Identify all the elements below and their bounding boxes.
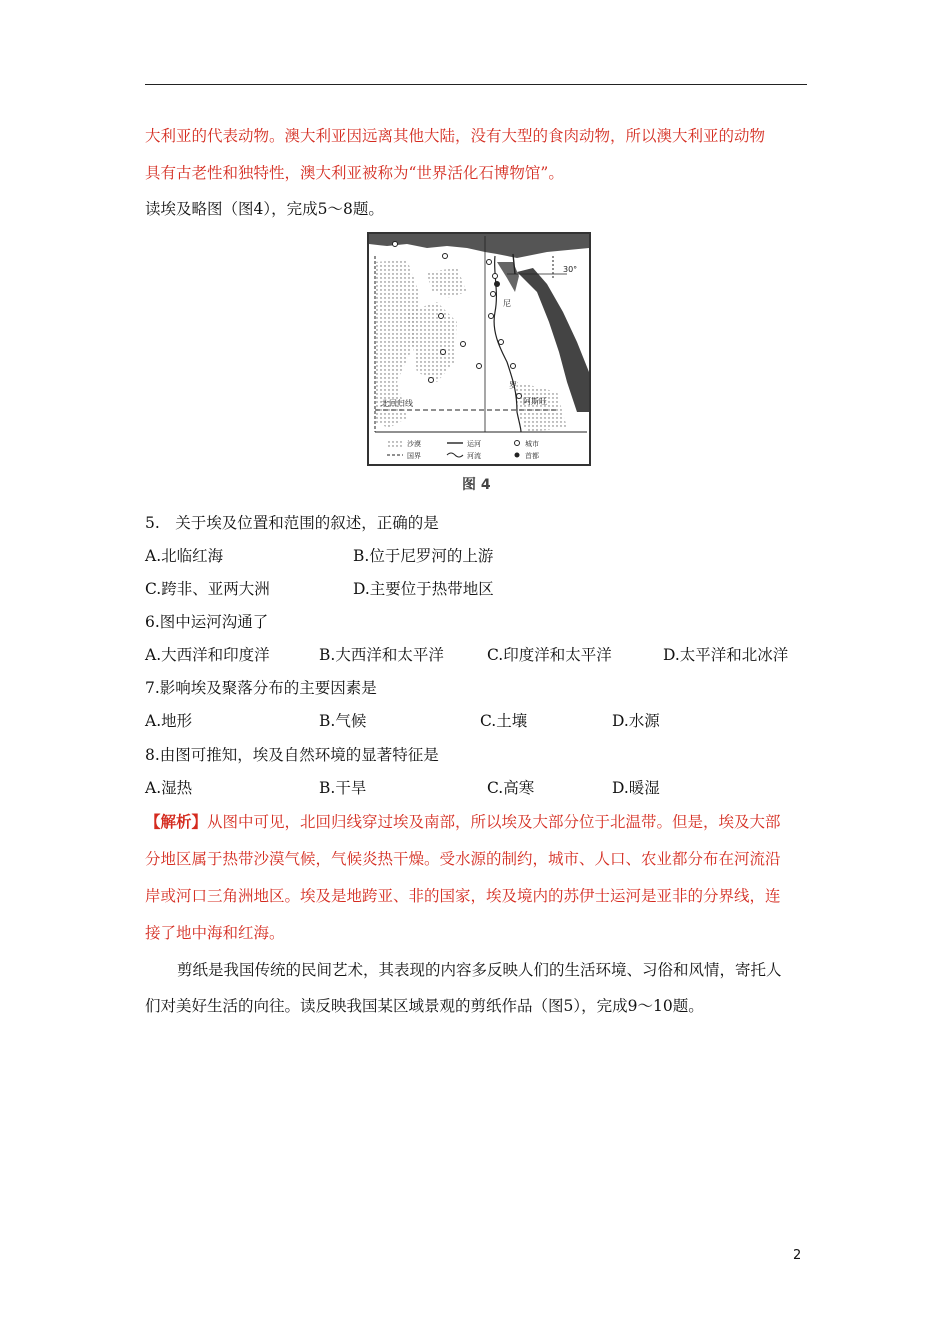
svg-text:城市: 城市 xyxy=(525,440,539,448)
analysis-line-1: 【解析】从图中可见，北回归线穿过埃及南部，所以埃及大部分位于北温带。但是，埃及大部 xyxy=(145,812,781,831)
q7-option-c: C.土壤 xyxy=(480,712,528,730)
svg-text:尼: 尼 xyxy=(503,299,511,308)
analysis-line-2: 分地区属于热带沙漠气候，气候炎热干燥。受水源的制约，城市、人口、农业都分布在河流沿 xyxy=(145,850,781,868)
question-7-stem: 7.影响埃及聚落分布的主要因素是 xyxy=(145,679,377,697)
svg-text:沙漠: 沙漠 xyxy=(407,440,421,448)
q5-option-b: B.位于尼罗河的上游 xyxy=(353,547,494,565)
lat-label: 30° xyxy=(563,265,578,274)
intro-red-line-2: 具有古老性和独特性，澳大利亚被称为“世界活化石博物馆”。 xyxy=(145,164,564,182)
egypt-map-figure xyxy=(367,232,591,468)
figure-caption: 图 4 xyxy=(462,477,491,493)
aswan-label: 阿斯旺 xyxy=(523,397,547,406)
header-rule xyxy=(145,84,807,85)
capital-marker xyxy=(494,281,500,287)
analysis-line-4: 接了地中海和红海。 xyxy=(145,924,285,942)
question-6-stem: 6.图中运河沟通了 xyxy=(145,613,269,631)
analysis-line-3: 岸或河口三角洲地区。埃及是地跨亚、非的国家，埃及境内的苏伊士运河是亚非的分界线，连 xyxy=(145,887,781,905)
q8-option-b: B.干旱 xyxy=(319,779,367,797)
svg-text:运河: 运河 xyxy=(467,440,481,448)
q8-option-a: A.湿热 xyxy=(145,779,193,797)
q6-option-d: D.太平洋和北冰洋 xyxy=(663,646,789,664)
svg-text:罗: 罗 xyxy=(509,381,517,390)
q5-option-c: C.跨非、亚两大洲 xyxy=(145,580,270,598)
intro-red-line-1: 大利亚的代表动物。澳大利亚因远离其他大陆，没有大型的食肉动物，所以澳大利亚的动物 xyxy=(145,127,766,145)
svg-text:国界: 国界 xyxy=(407,452,421,460)
q7-option-d: D.水源 xyxy=(612,712,660,730)
tropic-label: 北回归线 xyxy=(381,399,413,408)
q7-option-a: A.地形 xyxy=(145,712,193,730)
q7-option-b: B.气候 xyxy=(319,712,367,730)
q8-option-c: C.高寒 xyxy=(487,779,535,797)
question-5-stem: 5. 关于埃及位置和范围的叙述，正确的是 xyxy=(145,514,439,532)
q5-option-a: A.北临红海 xyxy=(145,547,224,565)
svg-text:河流: 河流 xyxy=(467,452,481,460)
q6-option-b: B.大西洋和太平洋 xyxy=(319,646,444,664)
analysis-tag: 【解析】 xyxy=(145,812,208,831)
q8-option-d: D.暖湿 xyxy=(612,779,660,797)
question-8-stem: 8.由图可推知，埃及自然环境的显著特征是 xyxy=(145,746,439,764)
question-prompt: 读埃及略图（图4），完成5～8题。 xyxy=(145,200,384,218)
closing-line-1: 剪纸是我国传统的民间艺术，其表现的内容多反映人们的生活环境、习俗和风情，寄托人 xyxy=(177,961,782,979)
closing-line-2: 们对美好生活的向往。读反映我国某区域景观的剪纸作品（图5），完成9～10题。 xyxy=(145,997,704,1015)
page-number: 2 xyxy=(793,1248,802,1263)
q6-option-a: A.大西洋和印度洋 xyxy=(145,646,270,664)
svg-text:首都: 首都 xyxy=(525,452,539,460)
q5-option-d: D.主要位于热带地区 xyxy=(353,580,494,598)
q6-option-c: C.印度洋和太平洋 xyxy=(487,646,612,664)
